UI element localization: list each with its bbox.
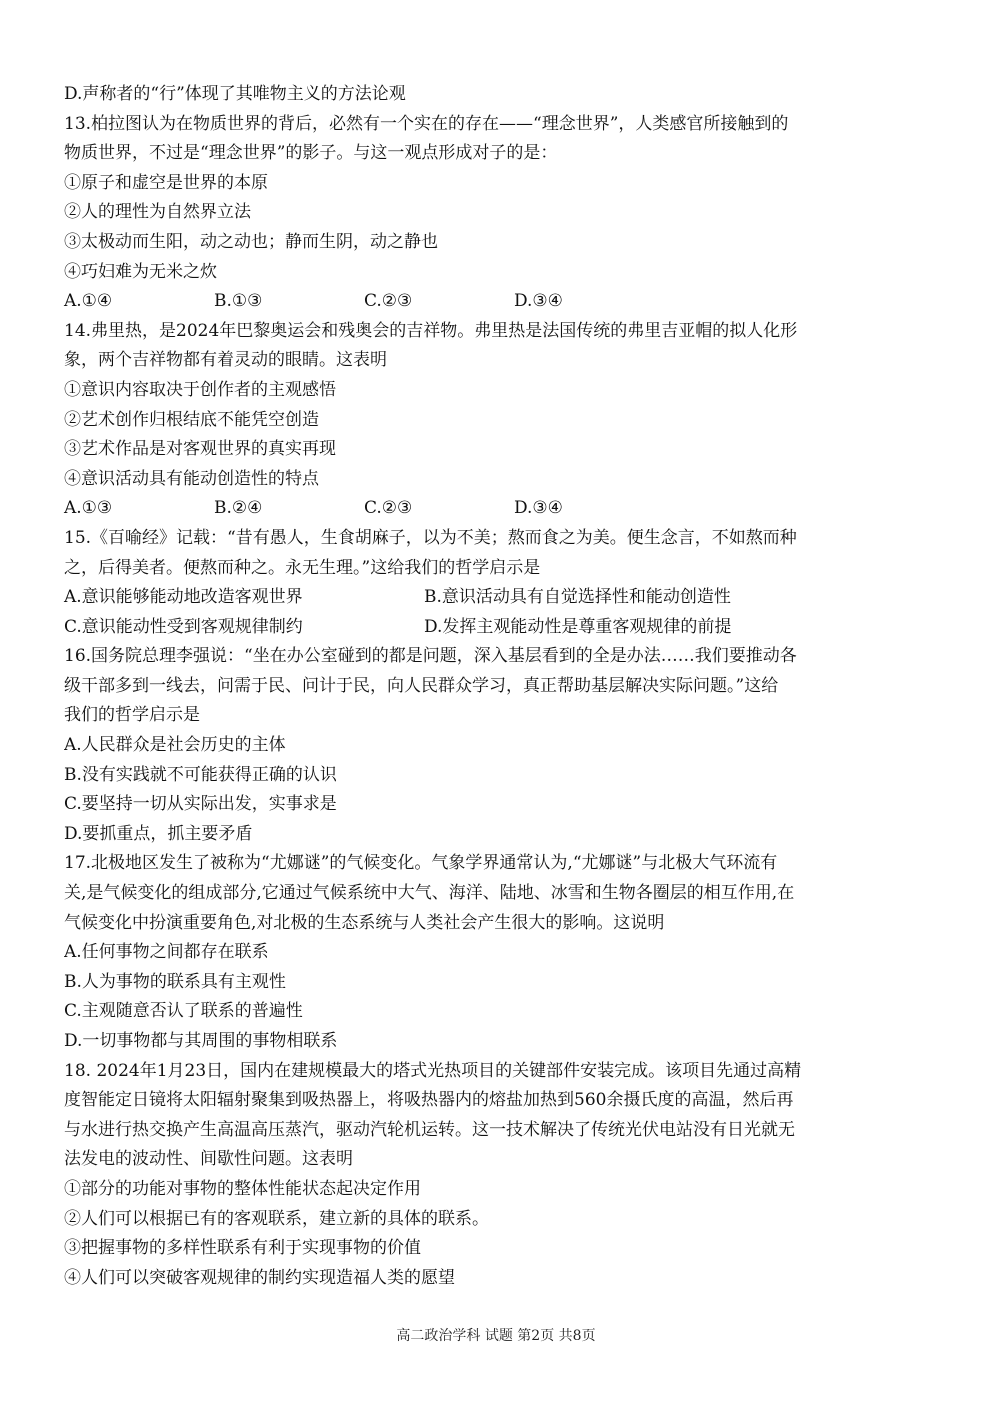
q17-option-a: A.任何事物之间都存在联系: [64, 942, 269, 963]
q18-stem-line-3: 与水进行热交换产生高温高压蒸汽，驱动汽轮机运转。这一技术解决了传统光伏电站没有日光就无: [64, 1119, 795, 1140]
q14-stem-line-2: 象，两个吉祥物都有着灵动的眼睛。这表明: [64, 350, 387, 371]
q15-option-d: D.发挥主观能动性是尊重客观规律的前提: [424, 616, 732, 637]
q16-option-b: B.没有实践就不可能获得正确的认识: [64, 764, 337, 785]
q13-stem-line-2: 物质世界，不过是“理念世界”的影子。与这一观点形成对子的是：: [64, 143, 558, 164]
q15-option-c: C.意识能动性受到客观规律制约: [64, 616, 303, 637]
q12-option-d: D.声称者的“行”体现了其唯物主义的方法论观: [64, 84, 406, 104]
q13-option-d: D.③④: [514, 291, 563, 312]
q15-options-row-1: [64, 583, 930, 613]
q14-options: [64, 494, 930, 524]
q14-option-b: B.②④: [214, 498, 263, 519]
q14-option-d: D.③④: [514, 498, 563, 519]
q13-option-a: A.①④: [64, 291, 113, 312]
page-footer: 高二政治学科 试题 第2页 共8页: [396, 1328, 596, 1344]
q14-option-a: A.①③: [64, 498, 113, 519]
q18-stem-line-4: 法发电的波动性、间歇性问题。这表明: [64, 1149, 353, 1170]
q16-option-c: C.要坚持一切从实际出发，实事求是: [64, 794, 337, 815]
q15-option-b: B.意识活动具有自觉选择性和能动创造性: [424, 587, 731, 608]
q18-stem-line-2: 度智能定日镜将太阳辐射聚集到吸热器上，将吸热器内的熔盐加热到560余摄氏度的高温，然后再: [64, 1090, 794, 1111]
q17-stem-line-3: 气候变化中扮演重要角色,对北极的生态系统与人类社会产生很大的影响。这说明: [64, 912, 665, 933]
q15-stem-line-1: 15.《百喻经》记载：“昔有愚人，生食胡麻子，以为不美；熬而食之为美。便生念言，不如熬而种: [64, 527, 797, 548]
q15-stem-line-2: 之，后得美者。便熬而种之。永无生理。”这给我们的哲学启示是: [64, 557, 541, 578]
q14-stem-line-1: 14.弗里热，是2024年巴黎奥运会和残奥会的吉祥物。弗里热是法国传统的弗里吉亚帽的拟人化形: [64, 320, 798, 341]
q17-stem-line-1: 17.北极地区发生了被称为“尤娜谜”的气候变化。气象学界通常认为,“尤娜谜”与北极大气环流有: [64, 853, 778, 874]
q14-statement-4: ④意识活动具有能动创造性的特点: [64, 468, 319, 489]
q14-statement-1: ①意识内容取决于创作者的主观感悟: [64, 379, 336, 400]
q16-stem-line-1: 16.国务院总理李强说：“坐在办公室碰到的都是问题，深入基层看到的全是办法……我们要推动各: [64, 646, 797, 667]
q13-statement-4: ④巧妇难为无米之炊: [64, 261, 217, 282]
q18-statement-4: ④人们可以突破客观规律的制约实现造福人类的愿望: [64, 1267, 455, 1288]
q16-stem-line-3: 我们的哲学启示是: [64, 705, 200, 726]
q18-stem-line-1: 18. 2024年1月23日，国内在建规模最大的塔式光热项目的关键部件安装完成。该项目先通过高精: [64, 1060, 802, 1081]
q14-statement-3: ③艺术作品是对客观世界的真实再现: [64, 439, 336, 460]
q14-statement-2: ②艺术创作归根结底不能凭空创造: [64, 409, 319, 430]
page-content: [64, 80, 930, 1293]
q14-option-c: C.②③: [364, 498, 413, 519]
q17-option-d: D.一切事物都与其周围的事物相联系: [64, 1031, 338, 1051]
q13-statement-1: ①原子和虚空是世界的本原: [64, 172, 268, 193]
q13-statement-3: ③太极动而生阳，动之动也；静而生阴，动之静也: [64, 231, 438, 252]
q16-option-a: A.人民群众是社会历史的主体: [64, 735, 286, 756]
q18-statement-3: ③把握事物的多样性联系有利于实现事物的价值: [64, 1238, 421, 1259]
q16-stem-line-2: 级干部多到一线去，问需于民、问计于民，向人民群众学习，真正帮助基层解决实际问题。”这给: [64, 675, 779, 696]
q18-statement-2: ②人们可以根据已有的客观联系，建立新的具体的联系。: [64, 1208, 489, 1229]
q17-option-c: C.主观随意否认了联系的普遍性: [64, 1001, 303, 1022]
q13-option-b: B.①③: [214, 291, 263, 312]
q15-option-a: A.意识能够能动地改造客观世界: [64, 587, 303, 608]
q13-option-c: C.②③: [364, 291, 413, 312]
q17-option-b: B.人为事物的联系具有主观性: [64, 971, 286, 992]
q13-options: [64, 287, 930, 317]
q15-options-row-2: [64, 613, 930, 643]
q16-option-d: D.要抓重点，抓主要矛盾: [64, 823, 253, 844]
q13-stem-line-1: 13.柏拉图认为在物质世界的背后，必然有一个实在的存在——“理念世界”，人类感官所接触到的: [64, 113, 789, 134]
q17-stem-line-2: 关,是气候变化的组成部分,它通过气候系统中大气、海洋、陆地、冰雪和生物各圈层的相互作用,在: [64, 883, 795, 904]
q13-statement-2: ②人的理性为自然界立法: [64, 202, 251, 223]
q18-statement-1: ①部分的功能对事物的整体性能状态起决定作用: [64, 1178, 421, 1199]
